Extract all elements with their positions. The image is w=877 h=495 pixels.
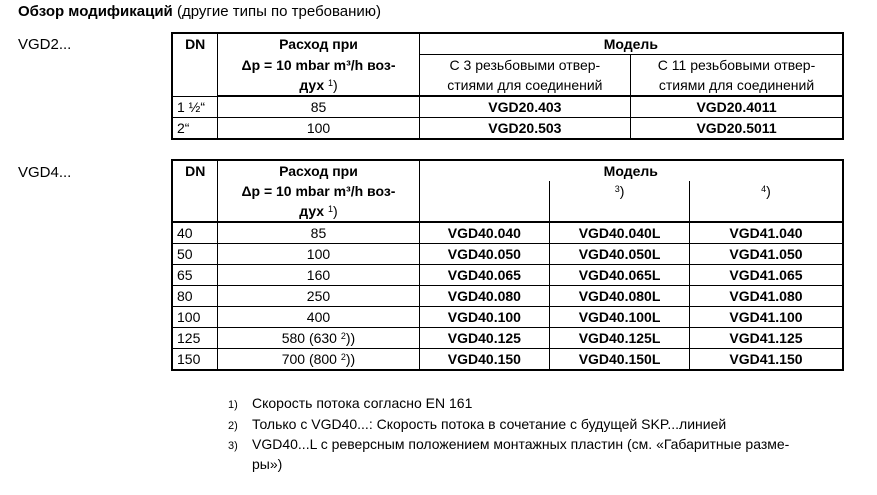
sub2-header-1: С 11 резьбовыми отвер- — [631, 55, 843, 76]
model-cell: VGD41.050 — [689, 244, 843, 265]
col-dn-header: DN — [172, 160, 218, 222]
flow-cell: 160 — [218, 265, 419, 286]
model-cell: VGD40.080 — [419, 286, 550, 307]
model-cell: VGD41.100 — [689, 307, 843, 328]
flow-cell: 250 — [218, 286, 419, 307]
col-flow-header-1: Расход при — [218, 33, 419, 55]
flow-cell: 400 — [218, 307, 419, 328]
footnote-3-continued: ры») — [252, 456, 283, 472]
table2-label: VGD4... — [18, 164, 72, 181]
flow-cell: 580 (630 $^2$)) — [218, 328, 419, 349]
col-model-header: Модель — [419, 33, 843, 55]
footnote-2: 2) Только с VGD40...: Скорость потока в сочетание с будущей SKP...линией — [228, 416, 727, 432]
table-row — [172, 286, 843, 307]
footnote-3: 3) VGD40...L с реверсным положением монтажных пластин (см. «Габаритные разме- — [228, 436, 790, 452]
sub1-header — [419, 181, 550, 222]
table1-label: VGD2... — [18, 36, 72, 53]
model-cell: VGD20.4011 — [631, 96, 843, 118]
dn-cell: 40 — [172, 222, 218, 244]
model-cell: VGD20.5011 — [631, 118, 843, 140]
model-cell: VGD40.100 — [419, 307, 550, 328]
page-title: Обзор модификаций (другие типы по требованию) — [18, 3, 382, 20]
model-cell: VGD41.150 — [689, 349, 843, 371]
sub1-header-1: С 3 резьбовыми отвер- — [419, 55, 630, 76]
model-cell: VGD41.040 — [689, 222, 843, 244]
dn-cell: 150 — [172, 349, 218, 371]
model-cell: VGD20.503 — [419, 118, 630, 140]
model-cell: VGD20.403 — [419, 96, 630, 118]
dn-cell: 100 — [172, 307, 218, 328]
model-cell: VGD40.080L — [550, 286, 690, 307]
model-cell: VGD41.125 — [689, 328, 843, 349]
dn-cell: 2“ — [172, 118, 218, 140]
table-row — [172, 222, 843, 244]
model-cell: VGD41.080 — [689, 286, 843, 307]
col-flow-header-3: дух $^1$) — [218, 75, 419, 96]
table-vgd4 — [171, 159, 844, 371]
col-flow-header-3: дух $^1$) — [218, 201, 419, 222]
model-cell: VGD40.065 — [419, 265, 550, 286]
sub2-header-2: стиями для соединений — [631, 75, 843, 96]
sub1-header-2: стиями для соединений — [419, 75, 630, 96]
model-cell: VGD40.050 — [419, 244, 550, 265]
dn-cell: 65 — [172, 265, 218, 286]
table-row — [172, 244, 843, 265]
model-cell: VGD40.125 — [419, 328, 550, 349]
table-row — [172, 328, 843, 349]
col-dn-header: DN — [172, 33, 218, 96]
flow-cell: 700 (800 $^2$)) — [218, 349, 419, 371]
table-row — [172, 349, 843, 371]
table-row — [172, 96, 843, 118]
col-flow-header-2: Δp = 10 mbar m³/h воз- — [218, 55, 419, 76]
flow-cell: 85 — [218, 222, 419, 244]
dn-cell: 125 — [172, 328, 218, 349]
model-cell: VGD40.040 — [419, 222, 550, 244]
footnote-1: 1) Скорость потока согласно EN 161 — [228, 395, 473, 411]
dn-cell: 50 — [172, 244, 218, 265]
sub2-header: $^3$) — [550, 181, 690, 222]
dn-cell: 80 — [172, 286, 218, 307]
model-cell: VGD40.150L — [550, 349, 690, 371]
col-flow-header-2: Δp = 10 mbar m³/h воз- — [218, 181, 419, 201]
col-model-header: Модель — [419, 160, 843, 181]
flow-cell: 100 — [218, 118, 419, 140]
model-cell: VGD40.100L — [550, 307, 690, 328]
model-cell: VGD41.065 — [689, 265, 843, 286]
model-cell: VGD40.065L — [550, 265, 690, 286]
table-row — [172, 265, 843, 286]
table-row — [172, 307, 843, 328]
model-cell: VGD40.150 — [419, 349, 550, 371]
model-cell: VGD40.040L — [550, 222, 690, 244]
table-row — [172, 118, 843, 140]
sub3-header: $^4$) — [689, 181, 843, 222]
col-flow-header-1: Расход при — [218, 160, 419, 181]
flow-cell: 85 — [218, 96, 419, 118]
model-cell: VGD40.050L — [550, 244, 690, 265]
dn-cell: 1 ½“ — [172, 96, 218, 118]
flow-cell: 100 — [218, 244, 419, 265]
table-vgd2 — [171, 32, 844, 140]
model-cell: VGD40.125L — [550, 328, 690, 349]
